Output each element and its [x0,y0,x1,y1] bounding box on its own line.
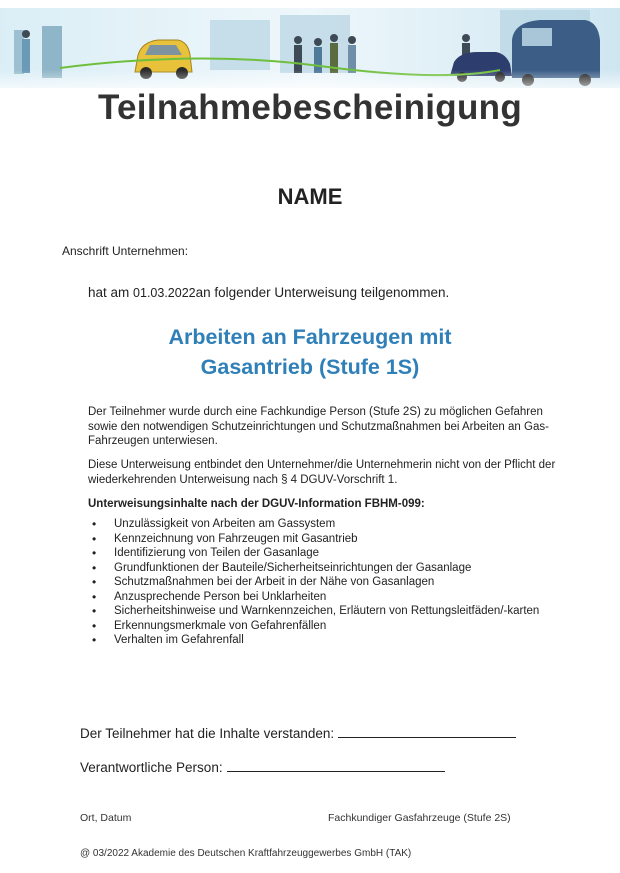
obligation-paragraph: Diese Unterweisung entbindet den Unternehmer/die Unternehmerin nicht von der Pflicht der wiederkehrenden Unterweisung nach § 4 DGUV-Vorschrift 1. [88,459,556,486]
list-item: • Sicherheitshinweise und Warnkennzeichen, Erläutern von Rettungsleitfäden/-karten [92,604,539,619]
course-title-line2: Gasantrieb (Stufe 1S) [200,355,420,379]
understood-signature-row [80,725,516,741]
document-title: Teilnahmebescheinigung [97,88,523,127]
copyright-footer: @ 03/2022 Akademie des Deutschen Kraftfahrzeuggewerbes GmbH (TAK) [80,848,412,859]
list-item: • Anzusprechende Person bei Unklarheiten [92,590,539,605]
contents-list [92,517,539,648]
responsible-signature-row [80,759,445,775]
attendance-sentence [88,285,449,300]
list-item: • Identifizierung von Teilen der Gasanlage [92,546,539,561]
list-item: • Grundfunktionen der Bauteile/Sicherheitseinrichtungen der Gasanlage [92,561,539,576]
list-item: • Kennzeichnung von Fahrzeugen mit Gasantrieb [92,532,539,547]
understood-signature-line [338,725,516,738]
list-item: • Unzulässigkeit von Arbeiten am Gassystem [92,517,539,532]
company-address-label: Anschrift Unternehmen: [62,244,189,258]
place-date-label: Ort, Datum [80,812,132,824]
attendance-prefix: hat am [88,285,130,300]
responsible-signature-line [227,759,445,772]
attendance-date: 01.03.2022 [133,286,196,300]
understood-label: Der Teilnehmer hat die Inhalte verstanden: [80,726,335,741]
contents-heading: Unterweisungsinhalte nach der DGUV-Information FBHM-099: [88,498,425,510]
expert-label: Fachkundiger Gasfahrzeuge (Stufe 2S) [328,812,511,824]
list-item: • Erkennungsmerkmale von Gefahrenfällen [92,619,539,634]
header-illustration [0,0,620,98]
instruction-paragraph: Der Teilnehmer wurde durch eine Fachkundige Person (Stufe 2S) zu möglichen Gefahren sowie den notwendigen Schutzeinrichtungen und Schutzmaßnahmen bei Arbeiten an Gas-Fahrzeugen unterwiesen. [88,406,549,447]
course-title [0,322,620,382]
attendance-suffix: an folgender Unterweisung teilgenommen. [195,285,450,300]
list-item: • Schutzmaßnahmen bei der Arbeit in der Nähe von Gasanlagen [92,575,539,590]
participant-name: NAME [277,184,343,209]
responsible-label: Verantwortliche Person: [80,760,223,775]
course-title-line1: Arbeiten an Fahrzeugen mit [168,325,452,349]
list-item: • Verhalten im Gefahrenfall [92,633,539,648]
